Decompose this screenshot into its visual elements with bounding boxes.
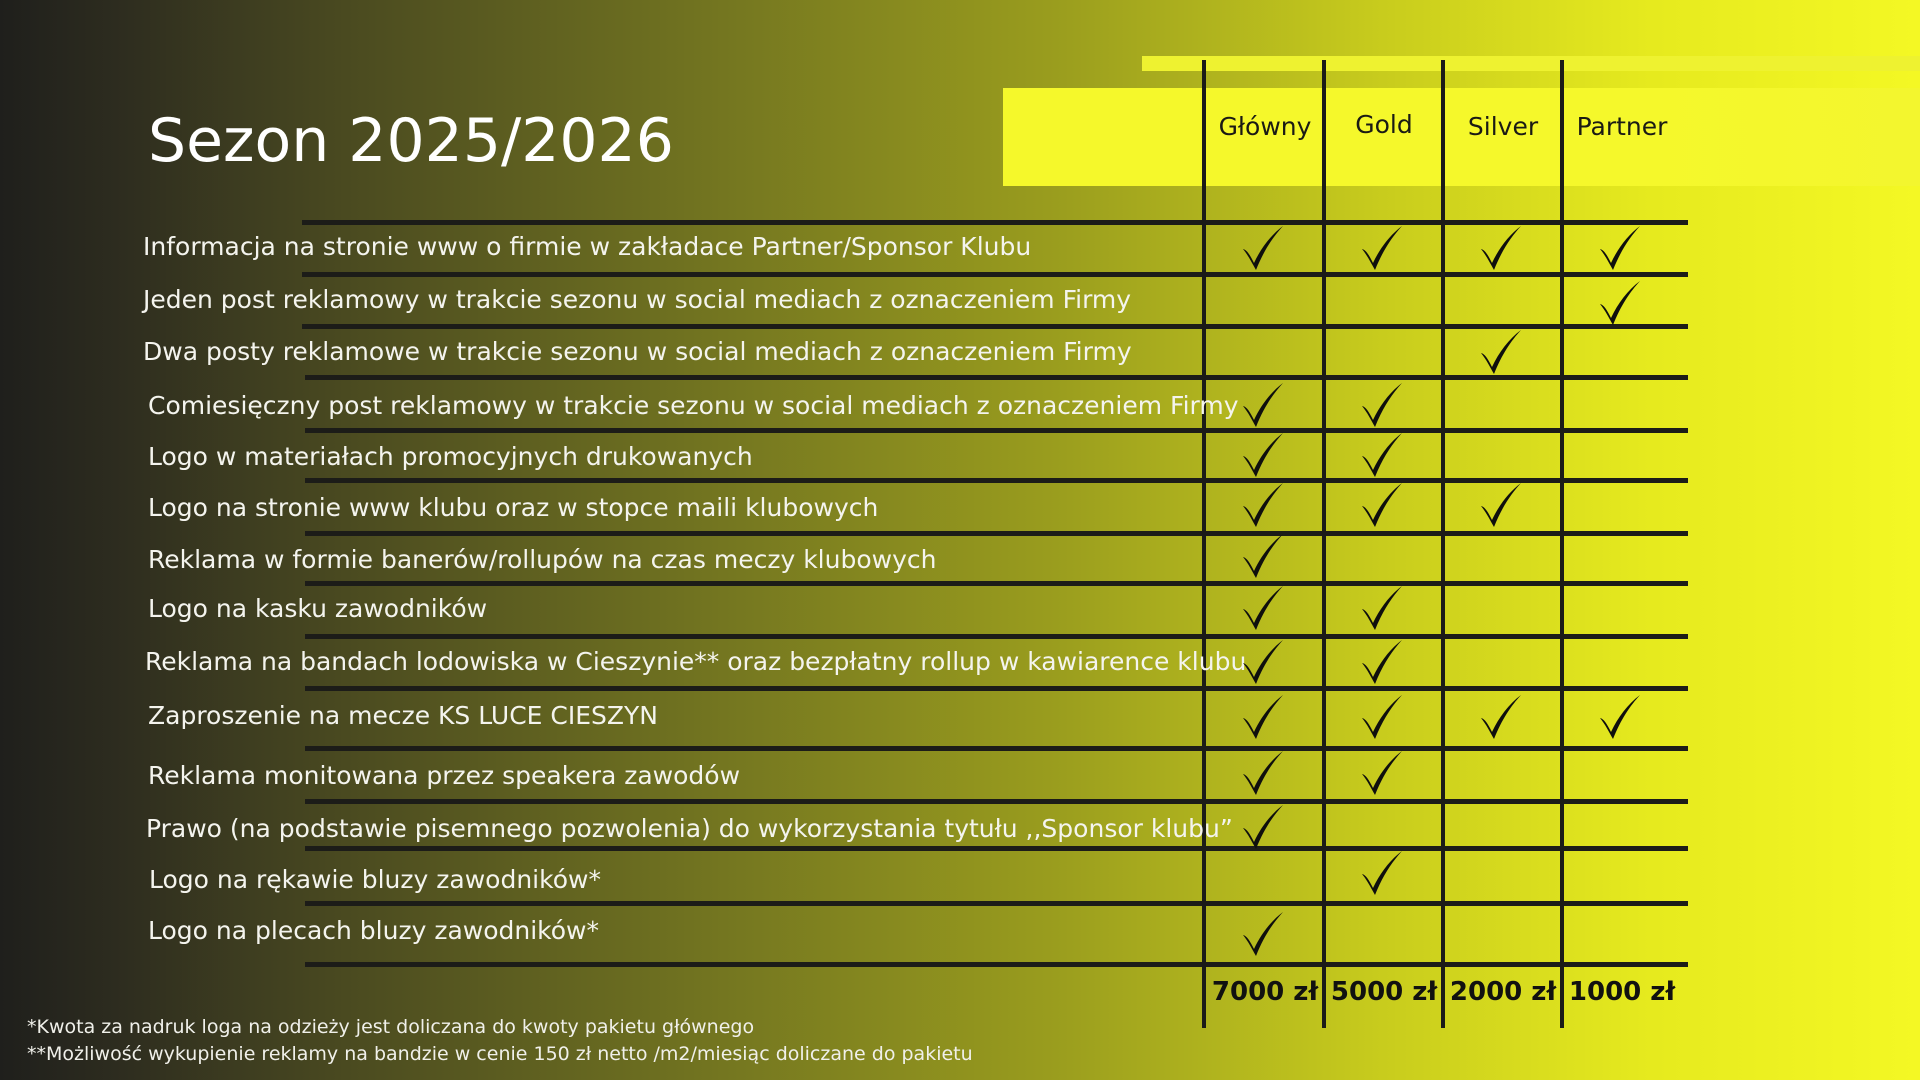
row-label-7: Logo na kasku zawodników — [148, 594, 488, 623]
column-header-2: Silver — [1467, 112, 1539, 141]
row-label-8: Reklama na bandach lodowiska w Cieszynie** oraz bezpłatny rollup w kawiarence klubu — [145, 647, 1247, 676]
column-divider — [1441, 60, 1445, 1028]
check-icon — [1358, 223, 1408, 273]
row-divider — [305, 531, 1688, 536]
row-divider — [305, 581, 1688, 586]
price-3: 1000 zł — [1568, 977, 1676, 1007]
column-divider — [1322, 60, 1326, 1028]
check-icon — [1239, 531, 1289, 581]
column-header-1: Gold — [1355, 110, 1413, 139]
column-divider — [1202, 60, 1206, 1028]
column-header-3: Partner — [1576, 112, 1668, 141]
footnote-2: **Możliwość wykupienie reklamy na bandzie w cenie 150 zł netto /m2/miesiąc doliczane do pakietu — [27, 1043, 973, 1065]
row-label-11: Prawo (na podstawie pisemnego pozwolenia) do wykorzystania tytułu ,,Sponsor klubu” — [146, 814, 1233, 843]
row-divider — [305, 686, 1688, 691]
check-icon — [1239, 909, 1289, 959]
check-icon — [1358, 430, 1408, 480]
check-icon — [1596, 692, 1646, 742]
check-icon — [1358, 380, 1408, 430]
price-1: 5000 zł — [1330, 977, 1438, 1007]
check-icon — [1358, 637, 1408, 687]
row-label-10: Reklama monitowana przez speakera zawodów — [148, 761, 741, 790]
check-icon — [1477, 692, 1527, 742]
row-label-13: Logo na plecach bluzy zawodników* — [148, 916, 600, 945]
check-icon — [1239, 223, 1289, 273]
price-2: 2000 zł — [1449, 977, 1557, 1007]
row-label-5: Logo na stronie www klubu oraz w stopce maili klubowych — [148, 493, 879, 522]
check-icon — [1358, 848, 1408, 898]
row-divider — [305, 846, 1688, 851]
row-label-3: Comiesięczny post reklamowy w trakcie sezonu w social mediach z oznaczeniem Firmy — [148, 391, 1239, 420]
row-divider — [305, 746, 1688, 751]
row-label-4: Logo w materiałach promocyjnych drukowanych — [148, 442, 753, 471]
row-label-6: Reklama w formie banerów/rollupów na czas meczy klubowych — [148, 545, 937, 574]
price-0: 7000 zł — [1211, 977, 1319, 1007]
row-label-1: Jeden post reklamowy w trakcie sezonu w social mediach z oznaczeniem Firmy — [143, 285, 1132, 314]
footnote-1: *Kwota za nadruk loga na odzieży jest doliczana do kwoty pakietu głównego — [27, 1016, 755, 1038]
row-label-9: Zaproszenie na mecze KS LUCE CIESZYN — [148, 701, 659, 730]
check-icon — [1477, 327, 1527, 377]
header-accent-strip — [1142, 56, 1920, 71]
page-title: Sezon 2025/2026 — [148, 106, 674, 176]
check-icon — [1358, 480, 1408, 530]
check-icon — [1596, 223, 1646, 273]
row-label-12: Logo na rękawie bluzy zawodników* — [149, 865, 601, 894]
check-icon — [1477, 223, 1527, 273]
row-divider — [305, 428, 1688, 433]
check-icon — [1239, 748, 1289, 798]
check-icon — [1239, 692, 1289, 742]
column-divider — [1560, 60, 1564, 1028]
check-icon — [1358, 583, 1408, 633]
check-icon — [1477, 480, 1527, 530]
row-label-2: Dwa posty reklamowe w trakcie sezonu w social mediach z oznaczeniem Firmy — [143, 337, 1132, 366]
check-icon — [1239, 637, 1289, 687]
row-divider — [305, 901, 1688, 906]
check-icon — [1358, 692, 1408, 742]
row-divider — [305, 799, 1688, 804]
check-icon — [1239, 480, 1289, 530]
check-icon — [1239, 802, 1289, 852]
row-divider — [305, 634, 1688, 639]
check-icon — [1358, 748, 1408, 798]
check-icon — [1239, 583, 1289, 633]
check-icon — [1239, 380, 1289, 430]
row-label-0: Informacja na stronie www o firmie w zakładace Partner/Sponsor Klubu — [143, 232, 1032, 261]
column-header-0: Główny — [1218, 112, 1312, 141]
check-icon — [1239, 430, 1289, 480]
row-divider — [305, 962, 1688, 967]
check-icon — [1596, 278, 1646, 328]
